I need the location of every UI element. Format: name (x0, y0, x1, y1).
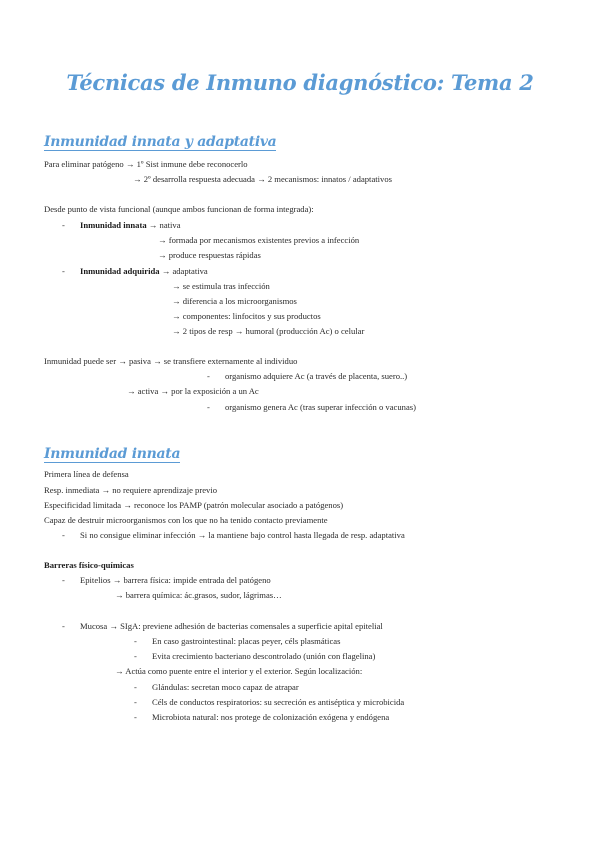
text-line: → barrera química: ác.grasos, sudor, lágrimas… (115, 590, 282, 600)
bullet-dash: - (62, 621, 65, 631)
text-line: Resp. inmediata → no requiere aprendizaje previo (44, 485, 217, 495)
text-span: → nativa (146, 220, 181, 230)
text-line: → formada por mecanismos existentes previos a infección (158, 235, 360, 245)
text-line: Céls de conductos respiratorios: su secreción es antiséptica y microbicida (152, 697, 405, 707)
text-line: → 2 tipos de resp → humoral (producción Ac) o celular (172, 326, 365, 336)
text-line: Especificidad limitada → reconoce los PAMP (patrón molecular asociado a patógenos) (44, 500, 344, 510)
text-line: → activa → por la exposición a un Ac (127, 386, 259, 396)
text-line: Si no consigue eliminar infección → la mantiene bajo control hasta llegada de resp. adaptativa (80, 530, 405, 540)
text-line: Desde punto de vista funcional (aunque ambos funcionan de forma integrada): (44, 204, 314, 214)
text-line: Primera línea de defensa (44, 469, 129, 479)
text-line: En caso gastrointestinal: placas peyer, céls plasmáticas (152, 636, 341, 646)
bullet-dash: - (134, 651, 137, 661)
text-line: → componentes: linfocitos y sus productos (172, 311, 321, 321)
list-item-adquirida (80, 267, 208, 276)
text-span: → adaptativa (159, 266, 208, 276)
text-line: Microbiota natural: nos protege de colonización exógena y endógena (152, 712, 390, 722)
text-line: Evita crecimiento bacteriano descontrolado (unión con flagelina) (152, 651, 376, 661)
text-line: → diferencia a los microorganismos (172, 296, 297, 306)
bullet-dash: - (134, 682, 137, 692)
bullet-dash: - (207, 402, 210, 412)
text-line: organismo genera Ac (tras superar infección o vacunas) (225, 402, 416, 412)
text-line: Glándulas: secretan moco capaz de atrapar (152, 682, 299, 692)
text-line: Para eliminar patógeno → 1º Sist inmune debe reconocerlo (44, 159, 248, 169)
text-line: Capaz de destruir microorganismos con los que no ha tenido contacto previamente (44, 515, 328, 525)
text-line: → produce respuestas rápidas (158, 250, 261, 260)
bullet-dash: - (207, 371, 210, 381)
text-line: Inmunidad puede ser → pasiva → se transfiere externamente al individuo (44, 356, 298, 366)
text-line: organismo adquiere Ac (a través de placenta, suero..) (225, 371, 408, 381)
section-heading-innata-adaptativa: Inmunidad innata y adaptativa (44, 134, 277, 150)
term-bold: Inmunidad adquirida (80, 266, 160, 276)
text-line: → se estimula tras infección (172, 281, 270, 291)
bullet-dash: - (62, 220, 65, 230)
subheading-barreras (44, 561, 134, 570)
text-line: → Actúa como puente entre el interior y el exterior. Según localización: (115, 666, 363, 676)
bullet-dash: - (134, 697, 137, 707)
section-heading-innata: Inmunidad innata (44, 446, 181, 462)
term-bold: Barreras físico-químicas (44, 560, 134, 570)
bullet-dash: - (62, 575, 65, 585)
text-line: → 2º desarrolla respuesta adecuada → 2 mecanismos: innatos / adaptativos (133, 174, 392, 184)
bullet-dash: - (62, 266, 65, 276)
bullet-dash: - (134, 712, 137, 722)
text-line: Epitelios → barrera física: impide entrada del patógeno (80, 575, 271, 585)
term-bold: Inmunidad innata (80, 220, 147, 230)
bullet-dash: - (134, 636, 137, 646)
text-line: Mucosa → SIgA: previene adhesión de bacterias comensales a superficie apital epitelial (80, 621, 383, 631)
page-title: Técnicas de Inmuno diagnóstico: Tema 2 (66, 70, 534, 95)
list-item-innata (80, 221, 181, 230)
bullet-dash: - (62, 530, 65, 540)
